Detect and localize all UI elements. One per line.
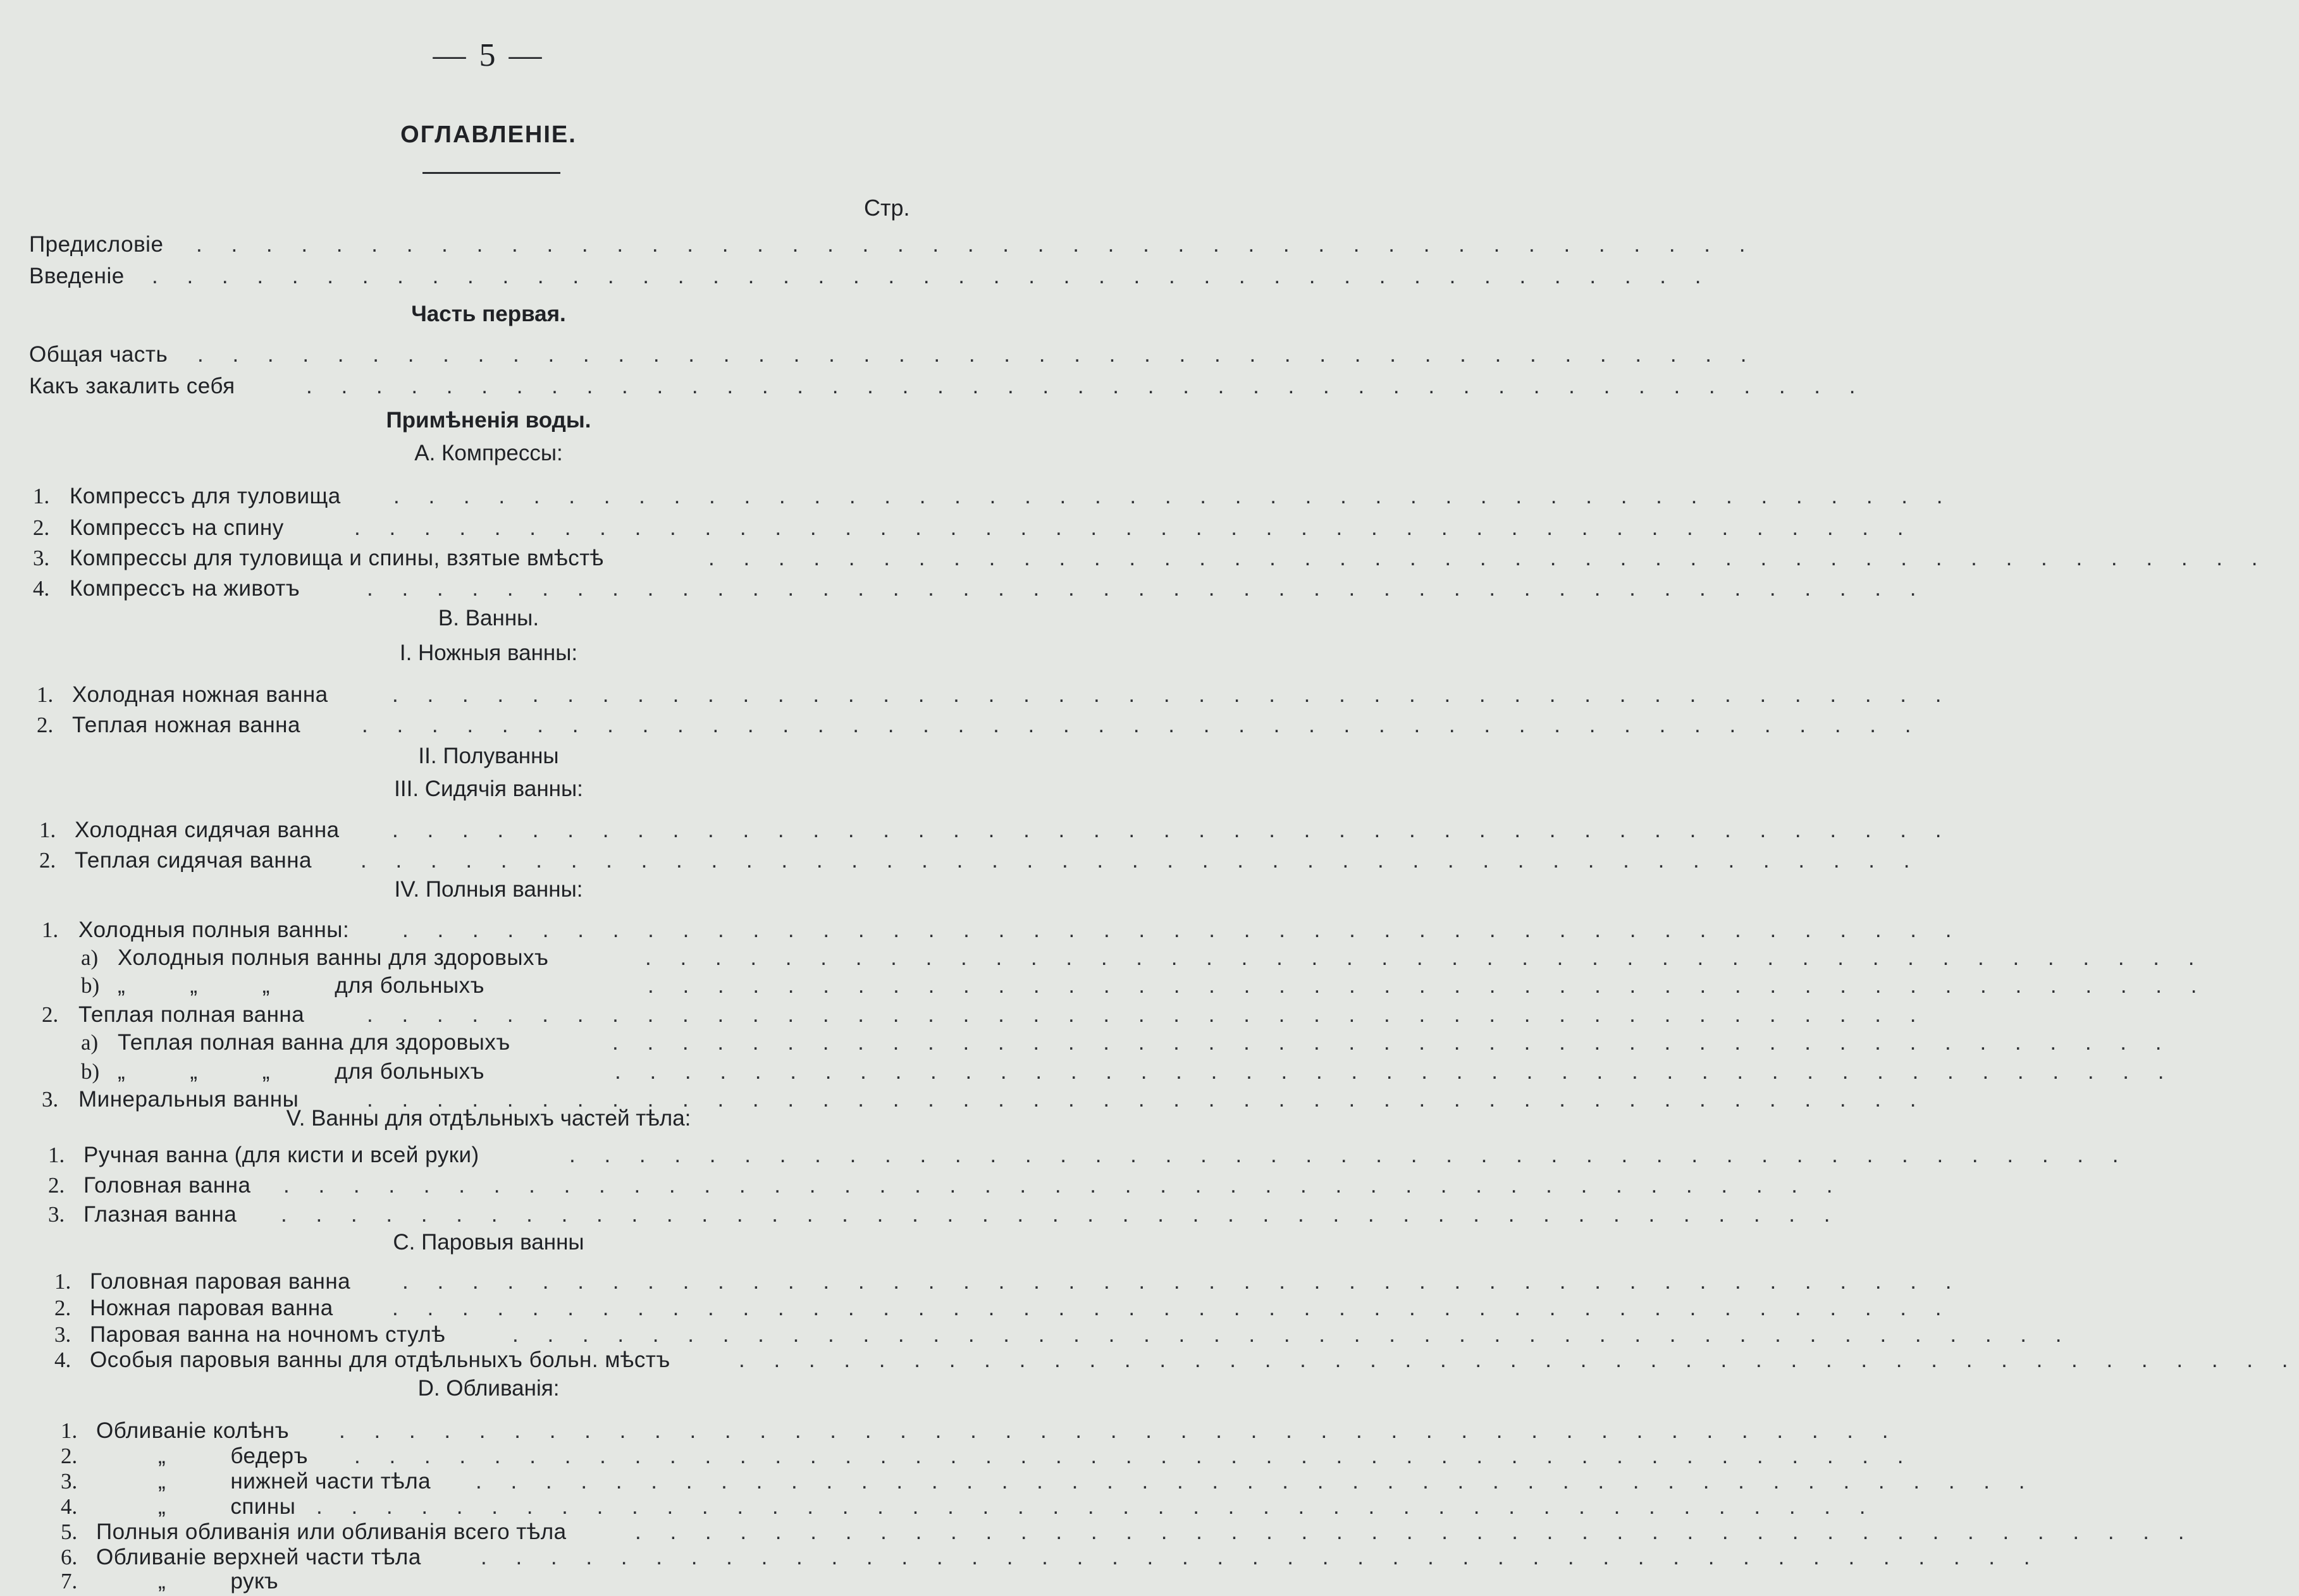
page-column-header: Стр. [864, 195, 910, 221]
toc-entry [0, 574, 1928, 603]
entry-title: Компрессы для туловища и спины, взятые вмѣстѣ [70, 546, 604, 570]
leader-dots: . . . . . . . . . . . . . . . . . . . . . . . . . . . . . . . . . . . . . . . . . . . . . [197, 342, 1758, 367]
toc-entry [0, 1028, 2173, 1057]
entry-title: Головная паровая ванна [90, 1269, 351, 1294]
leader-dots: . . . . . . . . . . . . . . . . . . . . . . . . . . . . . . . . . . . . . . . . . . . . . [476, 1469, 2037, 1494]
leader-dots: . . . . . . . . . . . . . . . . . . . . . . . . . . . . . . . . . . . . . . . . . . . . . [392, 682, 1953, 707]
entry-number: 1. [54, 1269, 71, 1294]
leader-dots: . . . . . . . . . . . . . . . . . . . . . . . . . . . . . . . . . . . . . . . . . . . . . [402, 1269, 1963, 1294]
entry-title: Компрессъ на спину [70, 515, 284, 540]
toc-entry [0, 372, 1867, 401]
toc-entry [0, 1267, 1963, 1296]
entry-title: „ „ „ для больныхъ [118, 973, 484, 998]
entry-title: Обливанiе колѣнъ [96, 1418, 290, 1443]
title-rule [422, 172, 560, 174]
leader-dots: . . . . . . . . . . . . . . . . . . . . . . . . . . . . . . . . . . . . . . . . . . . . . [392, 818, 1953, 842]
entry-title: „ спины [158, 1494, 296, 1519]
entry-title: Особыя паровыя ванны для отдѣльныхъ больн. мѣстъ [90, 1347, 670, 1372]
entry-title: Общая часть [29, 342, 168, 367]
entry-number: 3. [61, 1469, 78, 1494]
leader-dots: . . . . . . . . . . . . . . . . . . . . . . . . . . . . . . . . . . . . . . . . . . . . . [708, 546, 2269, 570]
toc-entry [0, 1567, 889, 1596]
leader-dots: . . . . . . . . . . . . . . . . . . . . . . . . . . . . . . . . . . . . . . . . . . . . . [152, 264, 1713, 288]
heading-steam-baths: С. Паровыя ванны [393, 1230, 584, 1255]
entry-number: 3. [42, 1087, 59, 1112]
toc-entry [0, 680, 1953, 709]
entry-title: Предисловiе [29, 232, 164, 257]
entry-title: Холодная сидячая ванна [75, 818, 340, 842]
entry-title: Теплая ножная ванна [72, 713, 300, 737]
entry-number: 5. [61, 1519, 78, 1544]
heading-affusions: D. Обливанiя: [417, 1376, 560, 1401]
toc-entry [0, 1057, 2176, 1086]
toc-entry [0, 482, 1954, 511]
leader-dots: . . . . . . . . . . . . . . . . . . . . . . . . . . . . . . . . . . . . . . . . . . . . . [354, 515, 1915, 540]
entry-title: Глазная ванна [83, 1202, 237, 1227]
toc-entry [0, 711, 1923, 740]
entry-title: Теплая полная ванна для здоровыхъ [118, 1030, 510, 1055]
entry-number: a) [81, 1030, 99, 1055]
entry-number: 2. [37, 713, 54, 737]
entry-title: Холодныя полныя ванны: [78, 918, 350, 942]
entry-title: „ нижней части тѣла [158, 1469, 431, 1494]
leader-dots: . . . . . . . . . . . . . . . . . . . . . . . . . . . . . . . . . . . . . . . . . . . . . [367, 1087, 1928, 1112]
entry-title: Головная ванна [83, 1173, 251, 1198]
entry-title: Полныя обливанiя или обливанiя всего тѣла [96, 1519, 567, 1544]
page-number: — 5 — [433, 37, 545, 73]
leader-dots: . . . . . . . . . . . . . . . . . . . . . . . . . . . . . . . . . . . . . . . . . . . . . [635, 1519, 2196, 1544]
heading-baths: В. Ванны. [438, 606, 539, 630]
toc-entry [0, 816, 1953, 845]
toc-entry [0, 1346, 2299, 1375]
leader-dots: . . . . . . . . . . . . . . . . . . . . . . . . . . . . . . . . . . . . . . . . . . . . . [648, 973, 2209, 998]
heading-compresses: А. Компрессы: [414, 441, 563, 465]
toc-entry [0, 1085, 1928, 1114]
entry-title: Ручная ванна (для кисти и всей руки) [83, 1143, 479, 1167]
leader-dots: . . . . . . . . . . . . . . . . . . . . . . . . . . . . . . . . . . . . . . . . . . . . . [316, 1494, 1877, 1519]
leader-dots: . . . . . . . . . . . . . . . . . . . . . . . . . . . . . . . . . . . . . . . . . . . . . [306, 374, 1867, 398]
leader-dots: . . . . . . . . . . . . . . . . . . . . . . . . . . . . . . . . . . . . . . . . . . . . . [739, 1347, 2299, 1372]
heading-sitz-baths: III. Сидячiя ванны: [394, 777, 583, 801]
leader-dots: . . . . . . . . . . . . . . . . . . . . . . . . . . . . . . . . . . . . . . . . . . . . . [367, 576, 1928, 601]
leader-dots: . . . . . . . . . . . . . . . . . . . . . . . . . . . . . . . . . . . . . . . . . . . . . [354, 1444, 1915, 1468]
entry-title: Компрессъ на животъ [70, 576, 300, 601]
entry-title: Введенiе [29, 264, 125, 288]
entry-number: 2. [33, 515, 50, 540]
entry-title: „ бедеръ [158, 1444, 308, 1468]
entry-number: 1. [42, 918, 59, 942]
leader-dots: . . . . . . . . . . . . . . . . . . . . . . . . . . . . . . . . . . . . . . . . . . . . . [281, 1202, 1842, 1227]
entry-title: „ „ „ для больныхъ [118, 1059, 484, 1084]
heading-part-one: Часть первая. [411, 302, 566, 326]
toc-entry [0, 971, 2209, 1000]
entry-number: 1. [48, 1143, 65, 1167]
entry-number: 6. [61, 1545, 78, 1569]
heading-partial-baths: V. Ванны для отдѣльныхъ частей тѣла: [286, 1106, 691, 1131]
toc-entry [0, 230, 1757, 259]
entry-number: 1. [33, 484, 50, 508]
entry-number: 4. [54, 1347, 71, 1372]
leader-dots: . . . . . . . . . . . . . . . . . . . . . . . . . . . . . . . . . . . . . . . . . . . . . [361, 848, 1921, 873]
leader-dots: . . . . . . . . . . . . . . . . . . . . . . . . . . . . . . . . . . . . . . . . . . . . . [569, 1143, 2130, 1167]
entry-number: 1. [39, 818, 56, 842]
leader-dots: . . . . . . . . . . . . . . . . . . . . . . . . . . . . . . . . . . . . . . . . . . . . . [481, 1545, 2042, 1569]
heading-foot-baths: I. Ножныя ванны: [399, 641, 578, 665]
entry-number: 4. [33, 576, 50, 601]
toc-entry [0, 943, 2206, 973]
entry-number: 1. [37, 682, 54, 707]
entry-title: Теплая полная ванна [78, 1002, 305, 1027]
leader-dots: . . . . . . . . . . . . . . . . . . . . . . . . . . . . . . . . . . . . . . . . . . . . . [612, 1030, 2173, 1055]
toc-title: ОГЛАВЛЕНIЕ. [400, 121, 577, 148]
entry-number: 3. [33, 546, 50, 570]
entry-title: Какъ закалить себя [29, 374, 235, 398]
entry-number: b) [81, 973, 100, 998]
heading-half-baths: II. Полуванны [418, 744, 559, 768]
entry-title: Холодныя полныя ванны для здоровыхъ [118, 945, 549, 970]
entry-title: Минеральныя ванны [78, 1087, 299, 1112]
toc-entry [0, 1294, 1953, 1323]
entry-number: 2. [61, 1444, 78, 1468]
leader-dots: . . . . . . . . . . . . . . . . . . . . . . . . . . . . . . . . . . . . . . . . . . . . . [645, 945, 2206, 970]
toc-entry [0, 846, 1921, 875]
toc-entry [0, 544, 2269, 573]
entry-title: Компрессъ для туловища [70, 484, 341, 508]
entry-number: a) [81, 945, 99, 970]
heading-full-baths: IV. Полныя ванны: [394, 877, 583, 902]
entry-number: 2. [39, 848, 56, 873]
entry-title: Холодная ножная ванна [72, 682, 328, 707]
entry-title: Обливанiе верхней части тѣла [96, 1545, 421, 1569]
leader-dots: . . . . . . . . . . . . . . . . . . . . . . . . . . . . . . . . . . . . . . . . . . . . . [362, 713, 1923, 737]
leader-dots: . . . . . . . . . . . . . . . . . . . . . . . . . . . . . . . . . . . . . . . . . . . . . [339, 1418, 1900, 1443]
entry-number: 2. [42, 1002, 59, 1027]
leader-dots: . . . . . . . . . . . . . . . . . . . . . . . . . . . . . . . . . . . . . . . . . . . . . [512, 1322, 2073, 1347]
toc-entry [0, 340, 1758, 369]
entry-number: 2. [48, 1173, 65, 1198]
toc-entry [0, 916, 1963, 945]
entry-number: 2. [54, 1296, 71, 1320]
toc-entry [0, 1000, 1928, 1029]
entry-number: 3. [48, 1202, 65, 1227]
leader-dots: . . . . . . . . . . . . . . . . . . . . . . . . . . . . . . . . . . . . . . . . . . . . . [392, 1296, 1953, 1320]
entry-title: Паровая ванна на ночномъ стулѣ [90, 1322, 446, 1347]
entry-number: 7. [61, 1569, 78, 1593]
toc-entry [0, 1171, 1844, 1200]
entry-number: b) [81, 1059, 100, 1084]
toc-entry [0, 1141, 2130, 1170]
entry-number: 4. [61, 1494, 78, 1519]
leader-dots: . . . . . . . . . . . . . . . . . . . . . . . . . . . . . . . . . . . . . . . . . . . . . [283, 1173, 1844, 1198]
entry-title: Теплая сидячая ванна [75, 848, 312, 873]
entry-number: 3. [54, 1322, 71, 1347]
leader-dots: . . . . . . . . . . . . . . . . . . . . . . . . . . . . . . . . . . . . . . . . . . . . . [393, 484, 1954, 508]
toc-entry [0, 262, 1713, 291]
entry-number: 1. [61, 1418, 78, 1443]
toc-entry [0, 1200, 1842, 1229]
leader-dots: . . . . . . . . . . . . . . . . . . . . . . . . . . . . . . . . . . . . . . . . . . . . . [367, 1002, 1928, 1027]
leader-dots: . . . . . . . . . . . . . . . . . . . . . . . . . . . . . . . . . . . . . . . . . . . . . [196, 232, 1757, 257]
leader-dots: . . . . . . . . . . . . . . . . . . . . . . . . . . . . . . . . . . . . . . . . . . . . . [615, 1059, 2176, 1084]
entry-title: „ рукъ [158, 1569, 279, 1593]
heading-water-applications: Примѣненiя воды. [386, 408, 591, 433]
leader-dots: . . . . . . . . . . . . . . . . . . . . . . . . . . . . . . . . . . . . . . . . . . . . . [402, 918, 1963, 942]
entry-title: Ножная паровая ванна [90, 1296, 333, 1320]
toc-entry [0, 513, 1915, 543]
